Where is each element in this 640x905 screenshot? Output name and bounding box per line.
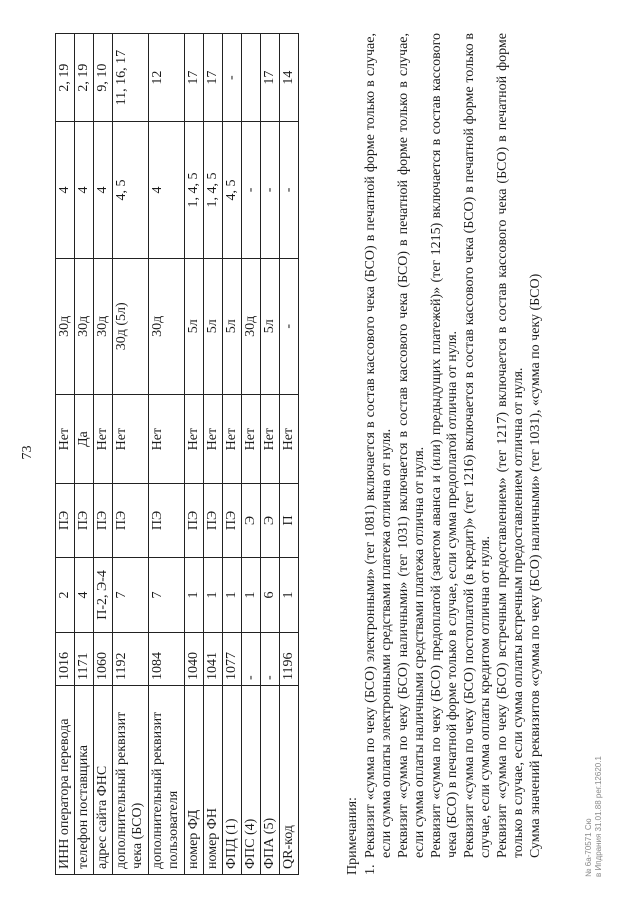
cell-ffd-105: 5л — [204, 258, 223, 394]
cell-required: Нет — [261, 394, 280, 483]
cell-form: ПЭ — [56, 484, 75, 557]
cell-length: 1 — [204, 557, 223, 633]
cell-note: 12 — [149, 34, 185, 122]
cell-tag: 1192 — [113, 633, 149, 686]
cell-length: 1 — [223, 557, 242, 633]
cell-tag: 1040 — [185, 633, 204, 686]
table-row — [223, 34, 242, 875]
cell-tag: 1171 — [75, 633, 94, 686]
page-number: 73 — [20, 445, 35, 460]
cell-length: 6 — [261, 557, 280, 633]
cell-ffd-105: 30д — [242, 258, 261, 394]
cell-tag: 1016 — [56, 633, 75, 686]
cell-ffd-105: 30д — [56, 258, 75, 394]
cell-tag: 1196 — [280, 633, 299, 686]
cell-tag: 1041 — [204, 633, 223, 686]
registration-stamp — [584, 756, 604, 877]
cell-required: Нет — [242, 394, 261, 483]
cell-length: 1 — [185, 557, 204, 633]
table-row — [113, 34, 149, 875]
cell-tag: - — [261, 633, 280, 686]
cell-requisite-name: ФПД (1) — [223, 685, 242, 874]
cell-ffd-105: 30д — [94, 258, 113, 394]
table-row — [261, 34, 280, 875]
cell-ffd-105: 30д — [75, 258, 94, 394]
table-row — [75, 34, 94, 875]
cell-requisite-name: дополнительный реквизит пользователя — [149, 685, 185, 874]
cell-ffd-11: - — [280, 122, 299, 258]
cell-ffd-105: 5л — [185, 258, 204, 394]
notes-paragraph: Реквизит «сумма по чеку (БСО) предоплатой (зачетом аванса и (или) предыдущих платежей)» (тег 1215) включается в состав кассового чека (БСО) в печатной форме только в случае, если сумма предоплатой отлична от нуля. — [428, 33, 460, 858]
cell-ffd-105: 30д (5л) — [113, 258, 149, 394]
notes-section — [345, 33, 544, 875]
notes-item — [363, 33, 545, 875]
cell-note — [242, 34, 261, 122]
cell-length: 1 — [242, 557, 261, 633]
cell-ffd-105: 30д — [149, 258, 185, 394]
cell-ffd-105: - — [280, 258, 299, 394]
notes-paragraph: Реквизит «сумма по чеку (БСО) постоплатой (в кредит)» (тег 1216) включается в состав кассового чека (БСО) в печатной форме только в случае, если сумма оплаты кредитом отлична от нуля. — [461, 33, 493, 858]
cell-note: 2, 19 — [56, 34, 75, 122]
notes-paragraph: Реквизит «сумма по чеку (БСО) электронными» (тег 1081) включается в состав кассового чека (БСО) в печатной форме только в случае, если сумма оплаты электронными средствами платежа отлична от нуля. — [362, 33, 394, 858]
notes-heading: Примечания: — [345, 797, 360, 875]
cell-requisite-name: номер ФД — [185, 685, 204, 874]
cell-ffd-11: 4 — [75, 122, 94, 258]
cell-ffd-11: 1, 4, 5 — [185, 122, 204, 258]
cell-requisite-name: номер ФН — [204, 685, 223, 874]
notes-item-number: 1. — [362, 864, 378, 875]
cell-required: Нет — [204, 394, 223, 483]
cell-requisite-name: адрес сайта ФНС — [94, 685, 113, 874]
table-row — [204, 34, 223, 875]
cell-tag: 1084 — [149, 633, 185, 686]
cell-tag: - — [242, 633, 261, 686]
cell-required: Нет — [56, 394, 75, 483]
cell-requisite-name: ИНН оператора перевода — [56, 685, 75, 874]
cell-ffd-11: - — [261, 122, 280, 258]
cell-note: 17 — [261, 34, 280, 122]
cell-form: ПЭ — [185, 484, 204, 557]
table-row — [280, 34, 299, 875]
cell-ffd-105: 5л — [261, 258, 280, 394]
stamp-line: № 6а-70571 Сю — [584, 818, 593, 877]
cell-ffd-11: 4, 5 — [113, 122, 149, 258]
cell-ffd-11: 4 — [94, 122, 113, 258]
cell-required: Да — [75, 394, 94, 483]
cell-tag: 1077 — [223, 633, 242, 686]
cell-form: Э — [242, 484, 261, 557]
notes-paragraph: Реквизит «сумма по чеку (БСО) встречным предоставлением» (тег 1217) включается в состав кассового чека (БСО) в печатной форме только в случае, если сумма оплаты встречным предоставлением отлична от нуля. — [494, 33, 526, 858]
cell-note: 9, 10 — [94, 34, 113, 122]
cell-required: Нет — [94, 394, 113, 483]
cell-tag: 1060 — [94, 633, 113, 686]
notes-paragraph: Сумма значений реквизитов «сумма по чеку (БСО) наличными» (тег 1031), «сумма по чеку (БСО) — [527, 273, 543, 858]
stamp-line: в Ипдрания 31.01.88 рег.12620.1 — [594, 756, 603, 877]
requisites-table — [55, 33, 299, 875]
cell-form: ПЭ — [204, 484, 223, 557]
cell-required: Нет — [113, 394, 149, 483]
cell-form: ПЭ — [75, 484, 94, 557]
cell-note: 2, 19 — [75, 34, 94, 122]
cell-ffd-11: - — [242, 122, 261, 258]
table-row — [242, 34, 261, 875]
cell-requisite-name: ФПА (5) — [261, 685, 280, 874]
cell-requisite-name: QR-код — [280, 685, 299, 874]
cell-ffd-105: 5л — [223, 258, 242, 394]
cell-requisite-name: ФПС (4) — [242, 685, 261, 874]
cell-length: 4 — [75, 557, 94, 633]
cell-required: Нет — [185, 394, 204, 483]
rotated-page — [0, 10, 620, 895]
cell-ffd-11: 1, 4, 5 — [204, 122, 223, 258]
table-row — [185, 34, 204, 875]
cell-required: Нет — [149, 394, 185, 483]
cell-note: 14 — [280, 34, 299, 122]
cell-required: Нет — [280, 394, 299, 483]
table-row — [149, 34, 185, 875]
cell-requisite-name: телефон поставщика — [75, 685, 94, 874]
cell-form: ПЭ — [149, 484, 185, 557]
cell-note: 11, 16, 17 — [113, 34, 149, 122]
cell-requisite-name: дополнительный реквизит чека (БСО) — [113, 685, 149, 874]
cell-length: 7 — [113, 557, 149, 633]
table-row — [94, 34, 113, 875]
cell-length: 7 — [149, 557, 185, 633]
cell-ffd-11: 4, 5 — [223, 122, 242, 258]
cell-form: ПЭ — [94, 484, 113, 557]
cell-ffd-11: 4 — [149, 122, 185, 258]
cell-form: ПЭ — [113, 484, 149, 557]
cell-length: 1 — [280, 557, 299, 633]
cell-required: Нет — [223, 394, 242, 483]
cell-length: 2 — [56, 557, 75, 633]
cell-form: ПЭ — [223, 484, 242, 557]
cell-form: П — [280, 484, 299, 557]
cell-ffd-11: 4 — [56, 122, 75, 258]
cell-note: - — [223, 34, 242, 122]
notes-item-body — [363, 33, 545, 858]
notes-paragraph: Реквизит «сумма по чеку (БСО) наличными» (тег 1031) включается в состав кассового чека (БСО) в печатной форме только в случае, если сумма оплаты наличными средствами платежа отлична от нуля. — [395, 33, 427, 858]
cell-note: 17 — [204, 34, 223, 122]
cell-note: 17 — [185, 34, 204, 122]
cell-length: П-2, Э-4 — [94, 557, 113, 633]
table-row — [56, 34, 75, 875]
cell-form: Э — [261, 484, 280, 557]
